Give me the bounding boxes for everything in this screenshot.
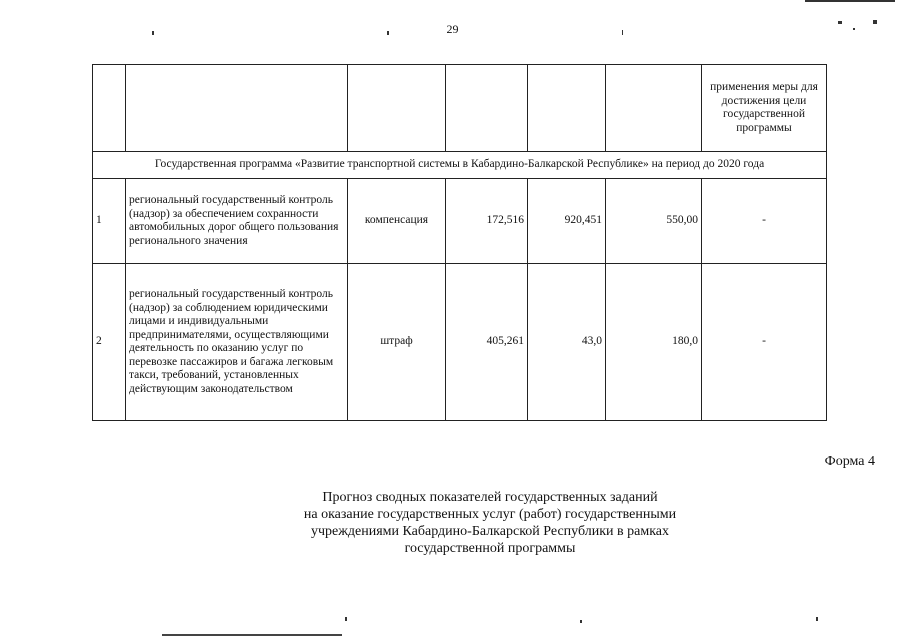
title-line: государственной программы [404,541,576,556]
title-line: на оказание государственных услуг (работ) государственными [303,507,677,522]
scan-speck [622,30,623,35]
table-cell [93,65,126,152]
scan-speck [873,20,877,24]
page-number: 29 [446,22,459,36]
note-cell: - [702,264,827,421]
scan-speck [853,28,855,30]
title-line: учреждениями Кабардино-Балкарской Республики в рамках [310,524,669,539]
value-cell: 405,261 [446,264,528,421]
header-note-cell: применения меры для достижения цели государственной программы [702,65,827,152]
table-row [93,179,827,264]
measures-table [92,64,827,421]
value-cell: 43,0 [528,264,606,421]
document-title [240,489,740,557]
program-title-row [93,152,827,179]
scan-speck [345,617,347,621]
table-cell [126,65,348,152]
scan-edge-line [162,634,342,636]
row-number: 1 [93,179,126,264]
scan-speck [152,31,154,35]
value-cell: 550,00 [606,179,702,264]
scan-speck [816,617,818,621]
scan-edge-line [805,0,895,2]
scan-speck [838,21,842,24]
control-type-cell: региональный государственный контроль (надзор) за соблюдением юридическими лицами и индивидуальными предпринимателями, осуществляющими деятельность по оказанию услуг по перевозке пассажиров и багажа легковым такси, требований, установленных действующим законодательством [126,264,348,421]
value-cell: 180,0 [606,264,702,421]
table-header-row [93,65,827,152]
note-cell: - [702,179,827,264]
table-cell [528,65,606,152]
row-number: 2 [93,264,126,421]
control-type-cell: региональный государственный контроль (надзор) за обеспечением сохранности автомобильных дорог общего пользования регионального значения [126,179,348,264]
title-line: Прогноз сводных показателей государственных заданий [322,490,658,505]
value-cell: 172,516 [446,179,528,264]
measure-cell: штраф [348,264,446,421]
scan-speck [387,31,389,35]
table-row [93,264,827,421]
program-title-cell: Государственная программа «Развитие транспортной системы в Кабардино-Балкарской Республике» на период до 2020 года [93,152,827,179]
measure-cell: компенсация [348,179,446,264]
table-cell [446,65,528,152]
value-cell: 920,451 [528,179,606,264]
table-cell [606,65,702,152]
scan-speck [580,620,582,623]
table-cell [348,65,446,152]
form-label: Форма 4 [824,454,875,469]
